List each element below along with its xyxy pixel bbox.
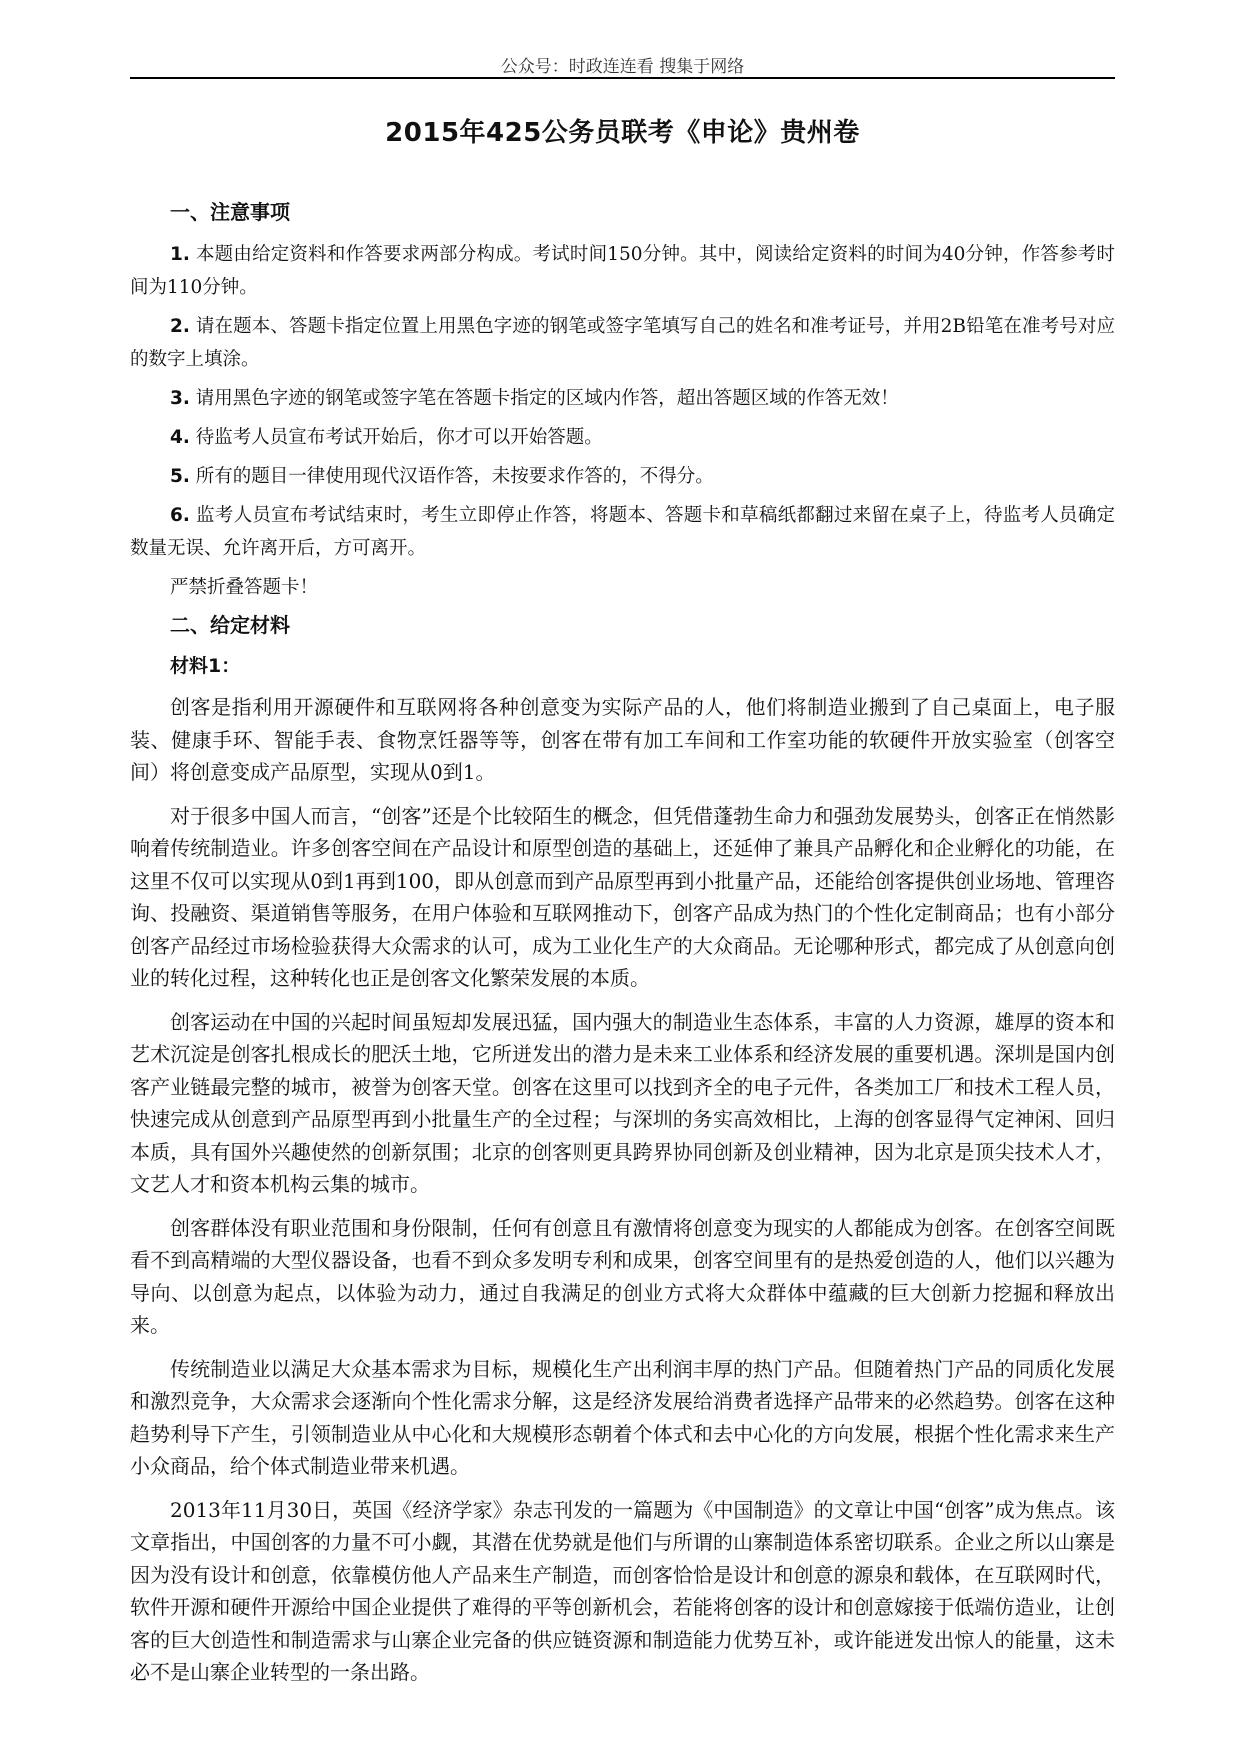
note-text: 待监考人员宣布考试开始后，你才可以开始答题。 <box>189 427 603 448</box>
note-number: 6. <box>170 505 190 526</box>
material-paragraph: 创客是指利用开源硬件和互联网将各种创意变为实际产品的人，他们将制造业搬到了自己桌面上，电子服装、健康手环、智能手表、食物烹饪器等等，创客在带有加工车间和工作室功能的软硬件开放实验室（创客空间）将创意变成产品原型，实现从0到1。 <box>130 695 1115 784</box>
page-header: 公众号：时政连连看 搜集于网络 <box>500 57 745 77</box>
material-paragraph: 创客群体没有职业范围和身份限制，任何有创意且有激情将创意变为现实的人都能成为创客。在创客空间既看不到高精端的大型仪器设备，也看不到众多发明专利和成果，创客空间里有的是热爱创造的人，他们以兴趣为导向、以创意为起点，以体验为动力，通过自我满足的创业方式将大众群体中蕴藏的巨大创新力挖掘和释放出来。 <box>130 1215 1115 1337</box>
note-item <box>130 499 1115 565</box>
note-number: 3. <box>170 388 190 409</box>
note-number: 4. <box>170 427 190 448</box>
header-rule <box>130 77 1115 79</box>
note-item <box>130 460 1115 493</box>
note-number: 1. <box>170 244 190 265</box>
note-text: 所有的题目一律使用现代汉语作答，未按要求作答的，不得分。 <box>189 466 714 487</box>
material-paragraph: 对于很多中国人而言，“创客”还是个比较陌生的概念，但凭借蓬勃生命力和强劲发展势头，创客正在悄然影响着传统制造业。许多创客空间在产品设计和原型创造的基础上，还延伸了兼具产品孵化和企业孵化的功能，在这里不仅可以实现从0到1再到100，即从创意而到产品原型再到小批量产品，还能给创客提供创业场地、管理咨询、投融资、渠道销售等服务，在用户体验和互联网推动下，创客产品成为热门的个性化定制商品；也有小部分创客产品经过市场检验获得大众需求的认可，成为工业化生产的大众商品。无论哪种形式，都完成了从创意向创业的转化过程，这种转化也正是创客文化繁荣发展的本质。 <box>130 803 1115 990</box>
document-title: 2015年425公务员联考《申论》贵州卷 <box>385 118 860 148</box>
note-text: 请用黑色字迹的钢笔或签字笔在答题卡指定的区域内作答，超出答题区域的作答无效！ <box>189 388 899 409</box>
note-number: 2. <box>170 316 190 337</box>
warning-text: 严禁折叠答题卡！ <box>170 577 319 598</box>
material-label: 材料1： <box>170 655 241 677</box>
notes-heading: 一、注意事项 <box>170 200 290 224</box>
material-paragraph: 2013年11月30日，英国《经济学家》杂志刊发的一篇题为《中国制造》的文章让中国“创客”成为焦点。该文章指出，中国创客的力量不可小觑，其潜在优势就是他们与所谓的山寨制造体系密切联系。企业之所以山寨是因为没有设计和创意，依靠模仿他人产品来生产制造，而创客恰恰是设计和创意的源泉和载体，在互联网时代，软件开源和硬件开源给中国企业提供了难得的平等创新机会，若能将创客的设计和创意嫁接于低端仿造业，让创客的巨大创造性和制造需求与山寨企业完备的供应链资源和制造能力优势互补，或许能迸发出惊人的能量，这未必不是山寨企业转型的一条出路。 <box>130 1497 1115 1684</box>
document-body <box>130 197 1115 1700</box>
note-number: 5. <box>170 466 190 487</box>
note-item <box>130 310 1115 376</box>
note-text: 请在题本、答题卡指定位置上用黑色字迹的钢笔或签字笔填写自己的姓名和准考证号，并用2B铅笔在准考号对应的数字上填涂。 <box>130 316 1115 370</box>
note-text: 监考人员宣布考试结束时，考生立即停止作答，将题本、答题卡和草稿纸都翻过来留在桌子上，待监考人员确定数量无误、允许离开后，方可离开。 <box>130 505 1115 559</box>
material-paragraph: 创客运动在中国的兴起时间虽短却发展迅猛，国内强大的制造业生态体系，丰富的人力资源，雄厚的资本和艺术沉淀是创客扎根成长的肥沃土地，它所迸发出的潜力是未来工业体系和经济发展的重要机遇。深圳是国内创客产业链最完整的城市，被誉为创客天堂。创客在这里可以找到齐全的电子元件，各类加工厂和技术工程人员，快速完成从创意到产品原型再到小批量生产的全过程；与深圳的务实高效相比，上海的创客显得气定神闲、回归本质，具有国外兴趣使然的创新氛围；北京的创客则更具跨界协同创新及创业精神，因为北京是顶尖技术人才，文艺人才和资本机构云集的城市。 <box>130 1009 1115 1196</box>
note-item <box>130 238 1115 304</box>
materials-heading: 二、给定材料 <box>170 613 290 637</box>
note-item <box>130 382 1115 415</box>
note-text: 本题由给定资料和作答要求两部分构成。考试时间150分钟。其中，阅读给定资料的时间为40分钟，作答参考时间为110分钟。 <box>130 244 1115 298</box>
note-item <box>130 421 1115 454</box>
material-paragraph: 传统制造业以满足大众基本需求为目标，规模化生产出利润丰厚的热门产品。但随着热门产品的同质化发展和激烈竞争，大众需求会逐渐向个性化需求分解，这是经济发展给消费者选择产品带来的必然趋势。创客在这种趋势利导下产生，引领制造业从中心化和大规模形态朝着个体式和去中心化的方向发展，根据个性化需求来生产小众商品，给个体式制造业带来机遇。 <box>130 1356 1115 1478</box>
